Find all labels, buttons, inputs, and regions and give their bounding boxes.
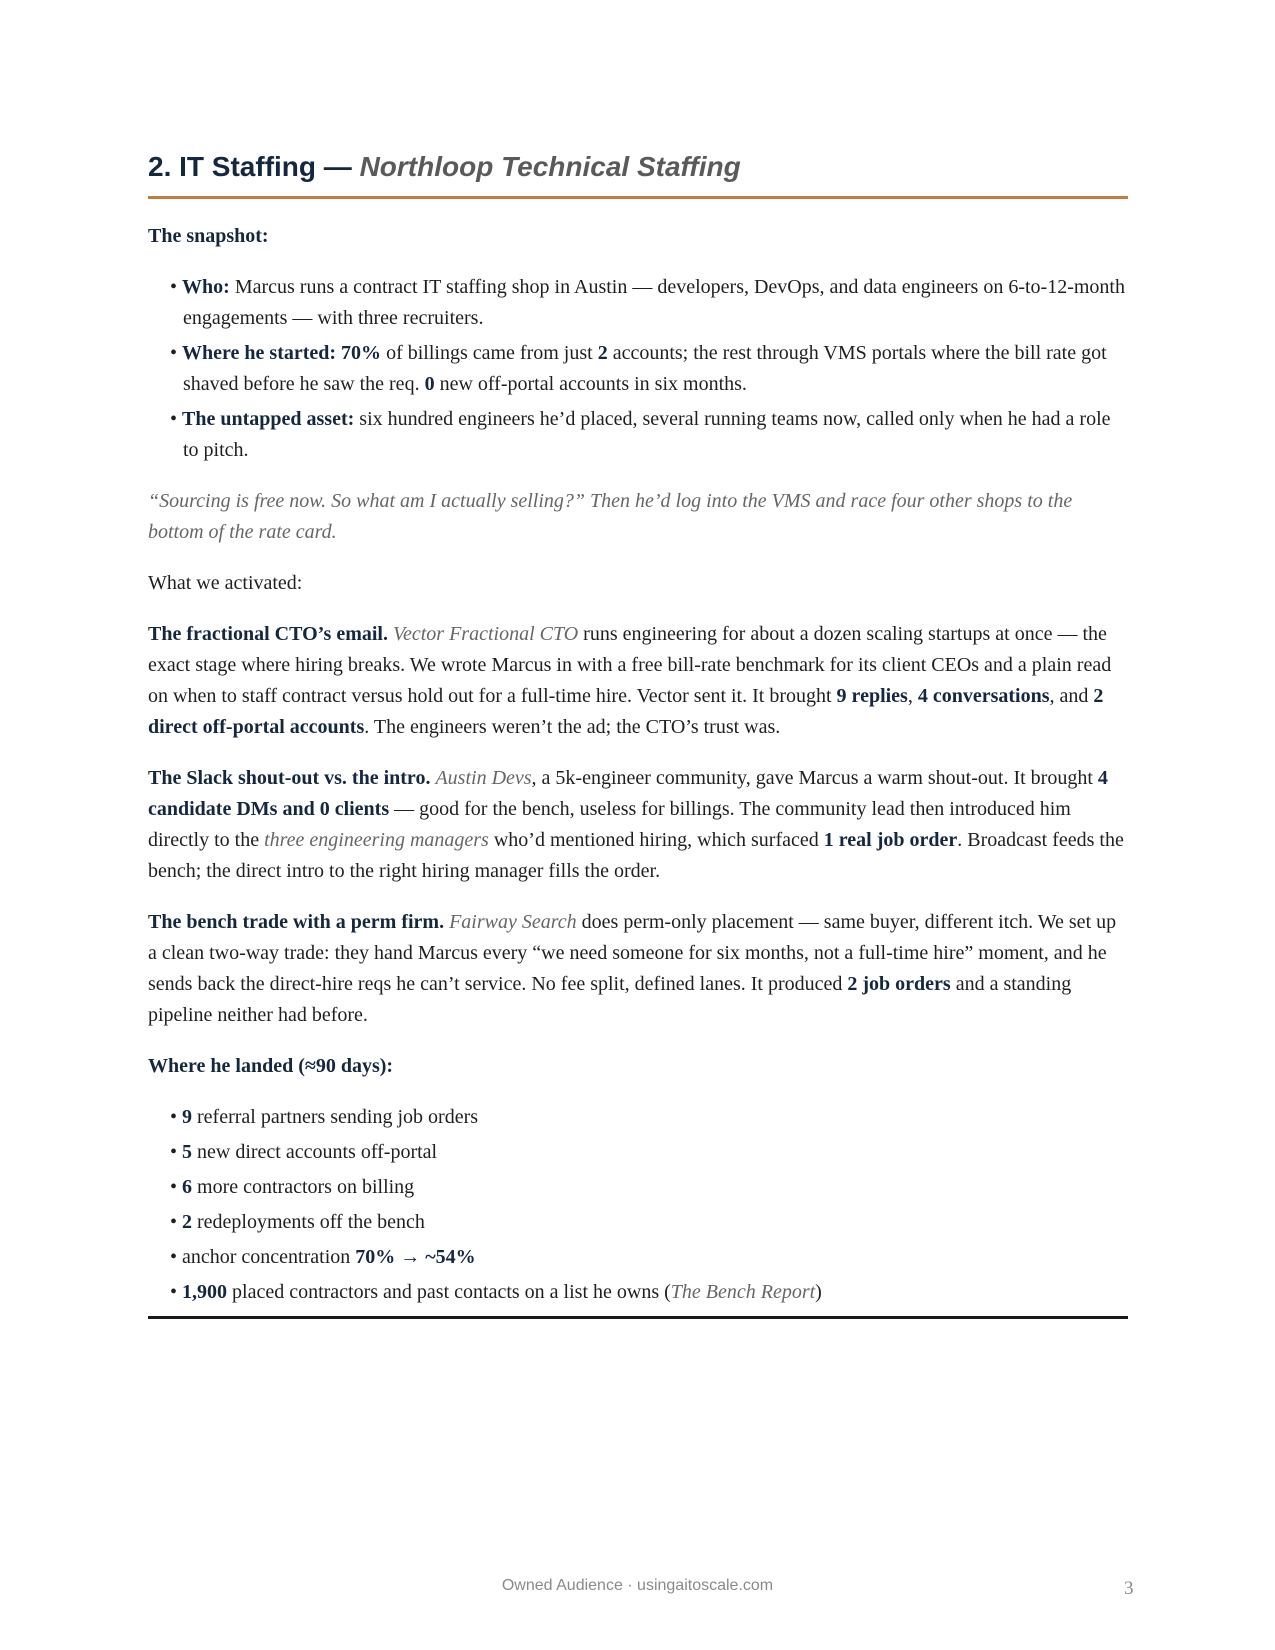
list-item: • The untapped asset: six hundred engineers he’d placed, several running teams now, called only when he had a role to pitch. [170, 407, 1111, 461]
list-item: • 1,900 placed contractors and past contacts on a list he owns (The Bench Report) [170, 1280, 822, 1303]
cto-text: , and [1049, 684, 1094, 707]
landed-value: 9 [182, 1105, 193, 1128]
page-number: 3 [1124, 1578, 1134, 1599]
slack-dms: 4 candidate DMs and 0 clients [148, 766, 1108, 820]
list-item: • 6 more contractors on billing [170, 1175, 415, 1198]
slack-text: who’d mentioned hiring, which surfaced [488, 828, 824, 851]
cto-label: The fractional CTO’s email. [148, 622, 388, 645]
section-heading [148, 150, 1128, 184]
landed-value: 5 [182, 1140, 193, 1163]
cto-conversations: 4 conversations [917, 684, 1050, 707]
landed-value: 70% → ~54% [355, 1245, 476, 1268]
asset-text: six hundred engineers he’d placed, several running teams now, called only when he had a role to pitch. [183, 407, 1111, 461]
cto-paragraph [148, 619, 1128, 743]
list-item: • 9 referral partners sending job orders [170, 1105, 479, 1128]
slack-job-order: 1 real job order [823, 828, 958, 851]
cto-text: runs engineering for about a dozen scaling startups at once — the exact stage where hiring breaks. We wrote Marcus in with a free bill-rate benchmark for its client CEOs and a plain read on when to staff contract versus hold out for a full-time hire. Vector sent it. It brought [148, 622, 1112, 707]
snapshot-list [148, 272, 1128, 466]
page-content [148, 150, 1128, 1319]
heading-rule [148, 196, 1128, 199]
started-accounts: 2 [597, 341, 608, 364]
cto-text: , [907, 684, 918, 707]
bench-label: The bench trade with a perm firm. [148, 910, 445, 933]
landed-text: anchor concentration [182, 1245, 356, 1268]
landed-title: Where he landed (≈90 days): [148, 1054, 394, 1077]
list-item: • anchor concentration 70% → ~54% [170, 1245, 476, 1268]
landed-text: placed contractors and past contacts on a list he owns ( [227, 1280, 671, 1303]
started-text: accounts; the rest through VMS portals where the bill rate got shaved before he saw the req. [183, 341, 1107, 395]
bench-job-orders: 2 job orders [847, 972, 951, 995]
list-item: • Who: Marcus runs a contract IT staffing shop in Austin — developers, DevOps, and data engineers on 6-to-12-month engagements — with three recruiters. [170, 275, 1125, 329]
bench-name: Fairway Search [449, 910, 577, 933]
cto-name: Vector Fractional CTO [392, 622, 579, 645]
slack-text: — good for the bench, useless for billings. The community lead then introduced him directly to the [148, 797, 1071, 851]
landed-text: ) [815, 1280, 822, 1303]
bench-text: and a standing pipeline neither had before. [148, 972, 1072, 1026]
cto-text: . The engineers weren’t the ad; the CTO’s trust was. [364, 715, 781, 738]
slack-text: , a 5k-engineer community, gave Marcus a warm shout-out. It brought [531, 766, 1098, 789]
section-end-rule [148, 1316, 1128, 1319]
who-label: Who: [182, 275, 230, 298]
started-text: of billings came from just [381, 341, 598, 364]
snapshot-title: The snapshot: [148, 224, 269, 247]
started-label: Where he started: 70% [182, 341, 382, 364]
asset-label: The untapped asset: [182, 407, 355, 430]
landed-text: referral partners sending job orders [192, 1105, 479, 1128]
landed-text: new direct accounts off-portal [192, 1140, 438, 1163]
started-new-accounts: 0 [424, 372, 435, 395]
slack-name: Austin Devs [435, 766, 532, 789]
landed-list [148, 1102, 1128, 1308]
cto-accounts: 2 direct off-portal accounts [148, 684, 1104, 738]
bench-report-title: The Bench Report [670, 1280, 816, 1303]
pull-quote: “Sourcing is free now. So what am I actually selling?” Then he’d log into the VMS and race four other shops to the bottom of the rate card. [148, 489, 1073, 543]
list-item: • 2 redeployments off the bench [170, 1210, 425, 1233]
slack-paragraph [148, 763, 1128, 887]
list-item: • 5 new direct accounts off-portal [170, 1140, 438, 1163]
page-footer: Owned Audience · usingaitoscale.com [501, 1577, 774, 1594]
who-text: Marcus runs a contract IT staffing shop in Austin — developers, DevOps, and data engineers on 6-to-12-month engagements — with three recruiters. [183, 275, 1125, 329]
landed-value: 6 [182, 1175, 193, 1198]
heading-number: 2. IT Staffing — [148, 151, 360, 182]
cto-replies: 9 replies [836, 684, 908, 707]
landed-value: 1,900 [182, 1280, 228, 1303]
bench-paragraph [148, 907, 1128, 1031]
bench-text: does perm-only placement — same buyer, different itch. We set up a clean two-way trade: they hand Marcus every “we need someone for six months, not a full-time hire” moment, and he sends back the direct-hire reqs he can’t service. No fee split, defined lanes. It produced [148, 910, 1117, 995]
landed-value: 2 [182, 1210, 193, 1233]
list-item: • Where he started: 70% of billings came from just 2 accounts; the rest through VMS portals where the bill rate got shaved before he saw the req. 0 new off-portal accounts in six months. [170, 341, 1107, 395]
started-text: new off-portal accounts in six months. [434, 372, 747, 395]
activated-intro: What we activated: [148, 571, 303, 594]
slack-text: . Broadcast feeds the bench; the direct intro to the right hiring manager fills the order. [148, 828, 1124, 882]
landed-text: redeployments off the bench [192, 1210, 425, 1233]
slack-label: The Slack shout-out vs. the intro. [148, 766, 431, 789]
heading-company: Northloop Technical Staffing [359, 151, 741, 182]
landed-text: more contractors on billing [192, 1175, 415, 1198]
slack-managers: three engineering managers [264, 828, 489, 851]
